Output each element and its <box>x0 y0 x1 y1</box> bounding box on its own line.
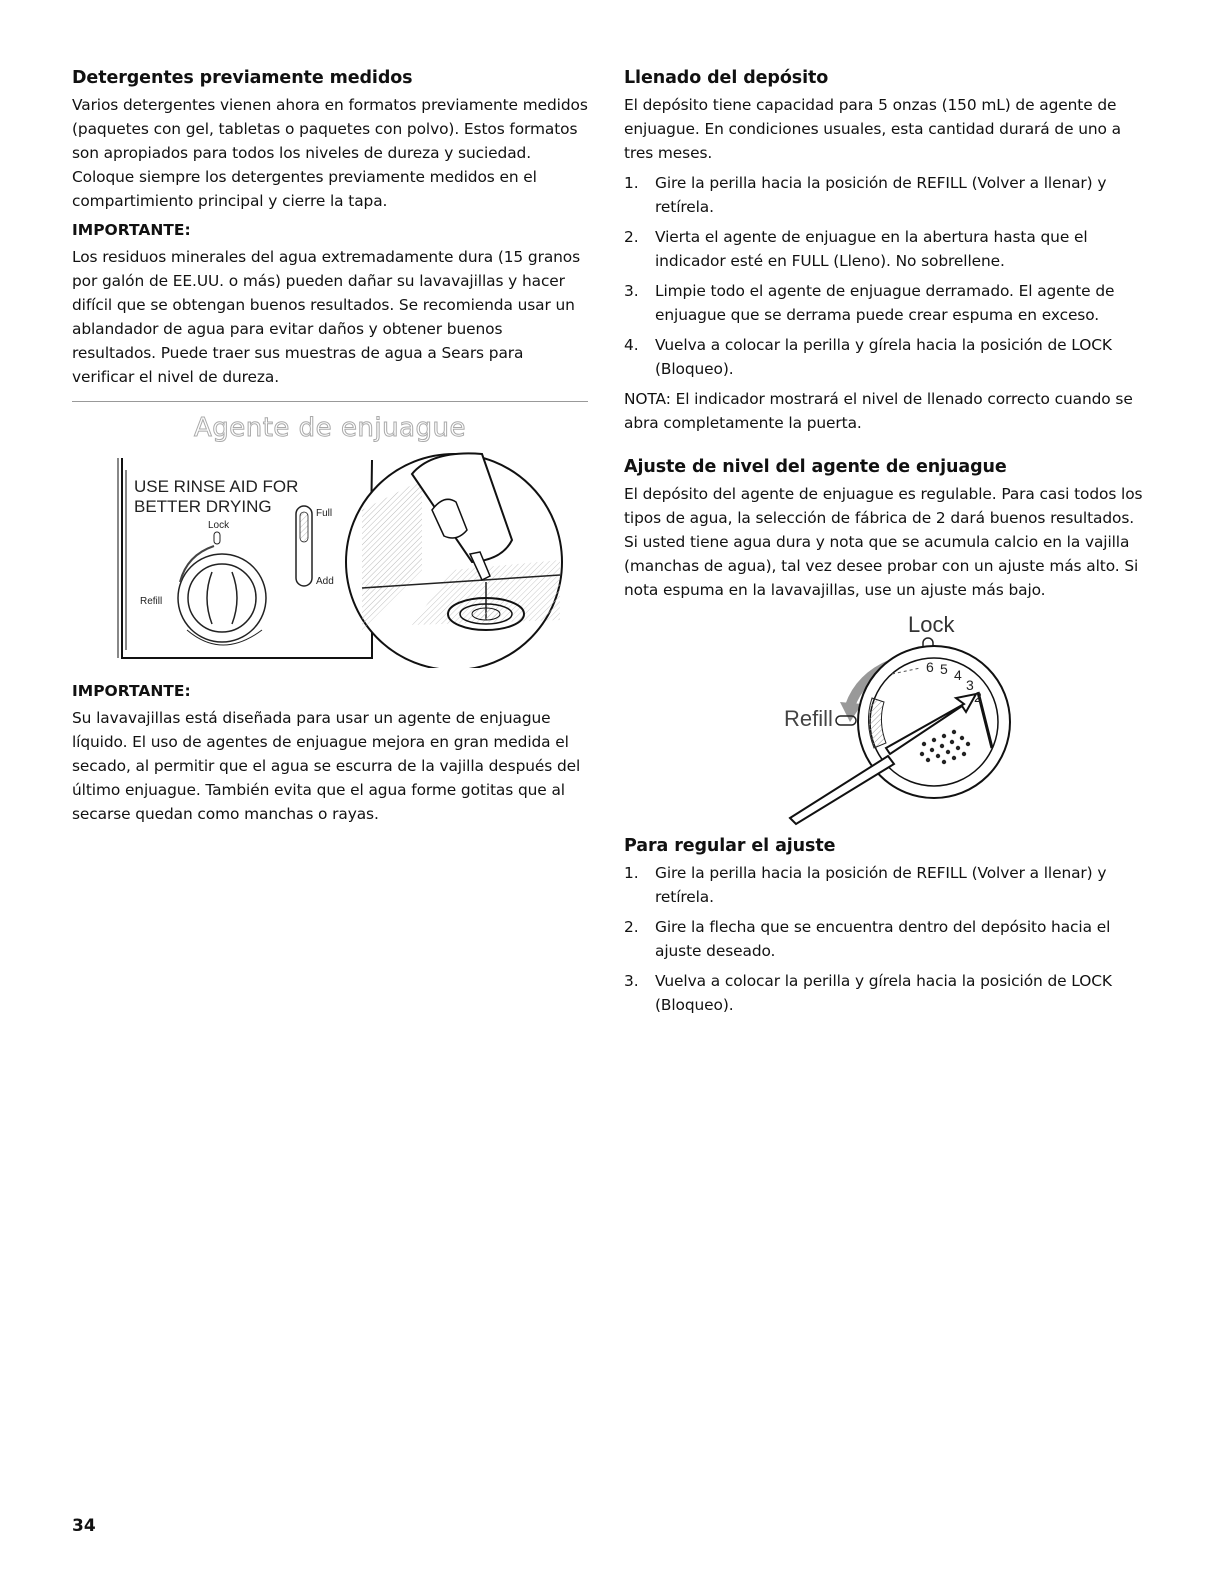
dial-digit: 2 <box>974 689 982 705</box>
dial-digit: 6 <box>926 659 934 675</box>
right-column <box>624 66 1144 1023</box>
add-label: Add <box>316 576 334 587</box>
fill-note: NOTA: El indicador mostrará el nivel de llenado correcto cuando se abra completamente la puerta. <box>624 390 1133 432</box>
list-item: 1. Gire la perilla hacia la posición de REFILL (Volver a llenar) y retírela. <box>624 174 1107 216</box>
rinse-aid-dispenser-illustration <box>72 450 588 668</box>
list-item: 3. Vuelva a colocar la perilla y gírela hacia la posición de LOCK (Bloqueo). <box>624 972 1112 1014</box>
adjustment-dial-illustration <box>624 608 1144 830</box>
dial-digit: 3 <box>966 677 974 693</box>
list-item: 1. Gire la perilla hacia la posición de REFILL (Volver a llenar) y retírela. <box>624 864 1107 906</box>
left-column <box>72 66 588 832</box>
panel-text-line2: BETTER DRYING <box>134 497 272 516</box>
lock-label: Lock <box>208 520 230 531</box>
list-item: 3. Limpie todo el agente de enjuague derramado. El agente de enjuague que se derrama puede crear espuma en exceso. <box>624 282 1115 324</box>
section-title-predosed-detergents: Detergentes previamente medidos <box>72 68 413 88</box>
list-item: 2. Vierta el agente de enjuague en la abertura hasta que el indicador esté en FULL (Lleno). No sobrellene. <box>624 228 1088 270</box>
refill-label-2: Refill <box>784 706 833 731</box>
refill-label: Refill <box>140 596 163 607</box>
important-body-1: Los residuos minerales del agua extremadamente dura (15 granos por galón de EE.UU. o más) pueden dañar su lavavajillas y hacer difícil que se obtengan buenos resultados. Se recomienda usar un ablandador de agua para evitar daños y obtener buenos resultados. Puede traer sus muestras de agua a Sears para verificar el nivel de dureza. <box>72 248 581 386</box>
lock-label-2: Lock <box>908 612 955 637</box>
panel-text-line1: USE RINSE AID FOR <box>134 477 299 496</box>
important-body-2: Su lavavajillas está diseñada para usar un agente de enjuague líquido. El uso de agentes de enjuague mejora en gran medida el secado, al permitir que el agua se escurra de la vajilla después del último enjuague. También evita que el agua forme gotitas que al secarse quedan como manchas o rayas. <box>72 709 581 823</box>
section-title-fill-dispenser: Llenado del depósito <box>624 68 829 88</box>
list-item: 2. Gire la flecha que se encuentra dentro del depósito hacia el ajuste deseado. <box>624 918 1111 960</box>
page-number: 34 <box>72 1516 96 1536</box>
important-heading-2: IMPORTANTE: <box>72 682 191 700</box>
dial-digit: 5 <box>940 661 948 677</box>
section-title-regulate-setting: Para regular el ajuste <box>624 836 836 856</box>
regulate-steps-list <box>624 861 1144 1017</box>
adjust-body: El depósito del agente de enjuague es regulable. Para casi todos los tipos de agua, la selección de fábrica de 2 dará buenos resultados. Si usted tiene agua dura y nota que se acumula calcio en la vajilla (manchas de agua), tal vez desee probar con un ajuste más alto. Si nota espuma en la lavavajillas, use un ajuste más bajo. <box>624 485 1143 599</box>
section-body-predosed-detergents: Varios detergentes vienen ahora en formatos previamente medidos (paquetes con gel, tabletas o paquetes con polvo). Estos formatos son apropiados para todos los niveles de dureza y suciedad. Coloque siempre los detergentes previamente medidos en el compartimiento principal y cierre la tapa. <box>72 96 588 210</box>
important-heading-1: IMPORTANTE: <box>72 221 191 239</box>
divider <box>72 401 588 402</box>
list-item: 4. Vuelva a colocar la perilla y gírela hacia la posición de LOCK (Bloqueo). <box>624 336 1112 378</box>
dial-digit: 4 <box>954 667 962 683</box>
figure-title: Agente de enjuague <box>193 413 467 443</box>
section-title-adjust-level: Ajuste de nivel del agente de enjuague <box>624 457 1007 477</box>
fill-steps-list <box>624 171 1144 381</box>
fill-intro: El depósito tiene capacidad para 5 onzas (150 mL) de agente de enjuague. En condiciones usuales, esta cantidad durará de uno a tres meses. <box>624 96 1121 162</box>
full-label: Full <box>316 508 333 519</box>
